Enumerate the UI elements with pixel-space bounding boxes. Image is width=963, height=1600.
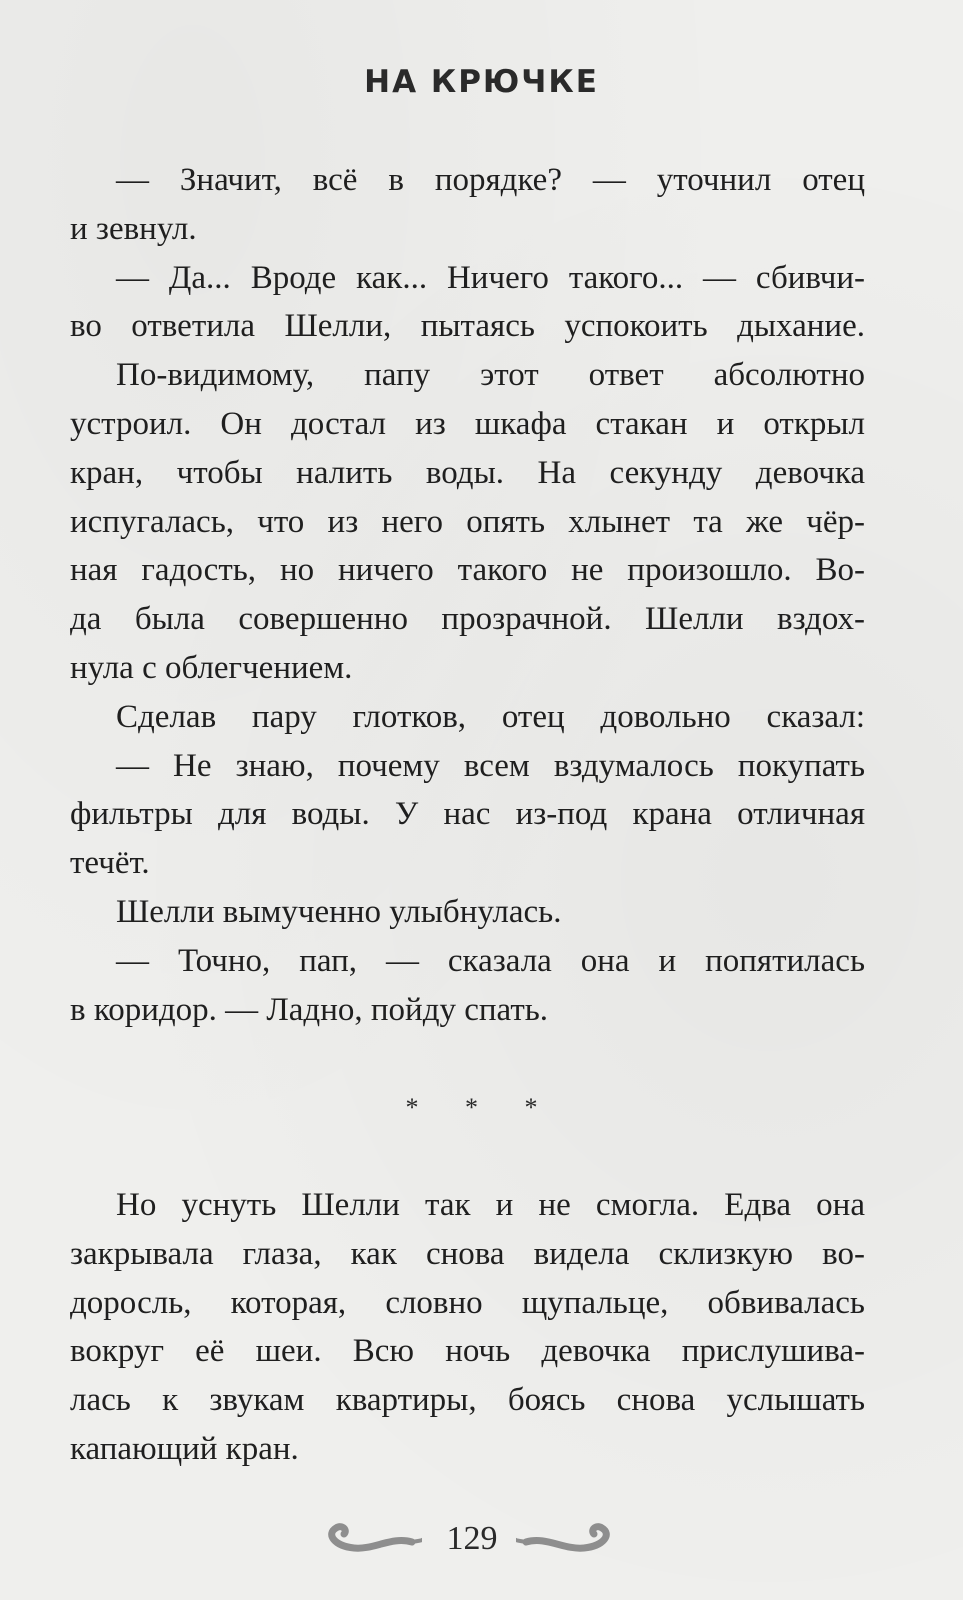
page-number: 129: [446, 1520, 498, 1557]
text-line: и зевнул.: [70, 210, 197, 247]
text-line: да была совершенно прозрачной. Шелли вздох-: [70, 601, 865, 638]
text-line: капающий кран.: [70, 1430, 299, 1467]
text-line: По-видимому, папу этот ответ абсолютно: [116, 357, 865, 394]
body-text-part-2: [70, 1181, 865, 1474]
body-text-part-1: [70, 156, 865, 1034]
text-line: закрывала глаза, как снова видела склизкую во-: [70, 1235, 865, 1272]
page-footer: [0, 1512, 963, 1572]
text-line: лась к звукам квартиры, боясь снова услышать: [70, 1382, 865, 1419]
text-line: ная гадость, но ничего такого не произошло. Во-: [70, 552, 865, 589]
text-line: — Значит, всё в порядке? — уточнил отец: [116, 162, 865, 198]
text-line: Шелли вымученно улыбнулась.: [116, 893, 562, 930]
text-line: во ответила Шелли, пытаясь успокоить дыхание.: [70, 308, 865, 345]
text-line: нула с облегчением.: [70, 649, 353, 686]
text-line: фильтры для воды. У нас из-под крана отличная: [70, 796, 865, 833]
section-separator: * * *: [405, 1093, 558, 1122]
running-header: НА КРЮЧКЕ: [364, 64, 599, 100]
text-line: — Не знаю, почему всем вздумалось покупать: [116, 747, 865, 784]
text-line: кран, чтобы налить воды. На секунду девочка: [70, 454, 865, 491]
text-line: Сделав пару глотков, отец довольно сказал:: [116, 698, 865, 735]
text-line: Но уснуть Шелли так и не смогла. Едва она: [116, 1187, 865, 1223]
text-line: вокруг её шеи. Всю ночь девочка прислушива-: [70, 1333, 865, 1370]
text-line: в коридор. — Ладно, пойду спать.: [70, 991, 549, 1028]
right-swirl-ornament: [516, 1516, 626, 1566]
left-swirl-ornament: [312, 1516, 422, 1566]
text-line: доросль, которая, словно щупальце, обвивалась: [70, 1284, 865, 1321]
text-line: течёт.: [70, 845, 150, 882]
text-line: — Да... Вроде как... Ничего такого... — сбивчи-: [116, 259, 865, 296]
text-line: испугалась, что из него опять хлынет та же чёр-: [70, 503, 865, 540]
text-line: устроил. Он достал из шкафа стакан и открыл: [70, 405, 865, 442]
text-line: — Точно, пап, — сказала она и попятилась: [116, 942, 865, 979]
